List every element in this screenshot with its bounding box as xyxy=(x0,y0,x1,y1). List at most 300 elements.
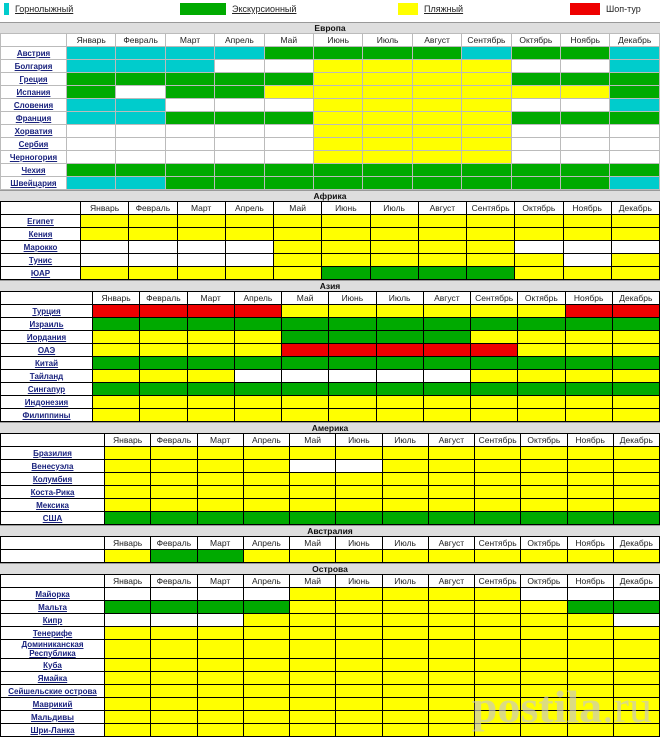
season-cell xyxy=(105,711,151,724)
season-cell xyxy=(467,228,515,241)
season-cell xyxy=(567,601,613,614)
table-row xyxy=(1,112,660,125)
country-name[interactable]: ЮАР xyxy=(1,267,81,280)
season-cell xyxy=(423,331,470,344)
country-name[interactable]: Мальта xyxy=(1,601,105,614)
country-name[interactable]: Греция xyxy=(1,73,67,86)
month-header: Декабрь xyxy=(612,292,659,305)
season-cell xyxy=(314,177,363,190)
country-name[interactable]: Австрия xyxy=(1,47,67,60)
country-name[interactable]: Сингапур xyxy=(1,383,93,396)
season-cell xyxy=(187,370,234,383)
season-cell xyxy=(363,177,412,190)
legend-label-excursion: Экскурсионный xyxy=(232,4,297,14)
season-cell xyxy=(610,177,660,190)
country-name[interactable] xyxy=(1,550,105,563)
header-corner xyxy=(1,202,81,215)
season-cell xyxy=(282,409,329,422)
country-name[interactable]: Болгария xyxy=(1,60,67,73)
season-cell xyxy=(81,254,129,267)
country-name[interactable]: Словения xyxy=(1,99,67,112)
month-header: Апрель xyxy=(243,434,289,447)
season-cell xyxy=(290,698,336,711)
month-header: Ноябрь xyxy=(567,537,613,550)
season-cell xyxy=(140,370,187,383)
month-header: Август xyxy=(428,537,474,550)
season-cell xyxy=(177,228,225,241)
season-cell xyxy=(423,383,470,396)
country-name[interactable]: Колумбия xyxy=(1,473,105,486)
season-cell xyxy=(370,267,418,280)
season-cell xyxy=(613,698,659,711)
season-cell xyxy=(81,228,129,241)
season-cell xyxy=(412,99,461,112)
season-cell xyxy=(567,550,613,563)
season-cell xyxy=(67,73,116,86)
legend-item-ski xyxy=(4,3,73,15)
season-cell xyxy=(475,499,521,512)
season-cell xyxy=(511,177,560,190)
season-cell xyxy=(412,125,461,138)
month-header: Июль xyxy=(382,434,428,447)
season-cell xyxy=(475,614,521,627)
season-cell xyxy=(610,125,660,138)
season-cell xyxy=(140,344,187,357)
season-cell xyxy=(243,659,289,672)
season-cell xyxy=(613,640,659,659)
season-cell xyxy=(225,254,273,267)
season-cell xyxy=(475,512,521,525)
season-cell xyxy=(612,318,659,331)
season-cell xyxy=(518,370,565,383)
table-row xyxy=(1,672,660,685)
watermark-part2: .ru xyxy=(602,681,652,732)
season-cell xyxy=(116,60,165,73)
season-cell xyxy=(363,86,412,99)
season-cell xyxy=(264,47,313,60)
legend-item-shop xyxy=(570,3,641,15)
season-cell xyxy=(613,627,659,640)
country-name[interactable]: Хорватия xyxy=(1,125,67,138)
country-name[interactable]: Тайланд xyxy=(1,370,93,383)
season-cell xyxy=(151,512,197,525)
season-cell xyxy=(165,47,214,60)
season-cell xyxy=(165,138,214,151)
season-cell xyxy=(423,344,470,357)
country-name[interactable]: Маврикий xyxy=(1,698,105,711)
season-cell xyxy=(187,396,234,409)
season-cell xyxy=(215,60,264,73)
month-header: Май xyxy=(264,34,313,47)
region-title: Острова xyxy=(0,563,660,574)
country-name[interactable]: Мексика xyxy=(1,499,105,512)
country-name[interactable]: Мальдивы xyxy=(1,711,105,724)
season-cell xyxy=(561,112,610,125)
season-cell xyxy=(428,550,474,563)
season-cell xyxy=(243,512,289,525)
season-cell xyxy=(418,215,466,228)
season-cell xyxy=(105,460,151,473)
region-section xyxy=(0,525,660,563)
season-cell xyxy=(234,370,281,383)
month-header: Июнь xyxy=(336,575,382,588)
season-cell xyxy=(67,47,116,60)
season-cell xyxy=(187,318,234,331)
season-cell xyxy=(105,512,151,525)
season-cell xyxy=(613,588,659,601)
season-cell xyxy=(511,60,560,73)
season-cell xyxy=(314,86,363,99)
season-cell xyxy=(613,711,659,724)
season-cell xyxy=(363,164,412,177)
table-row xyxy=(1,215,660,228)
table-row xyxy=(1,267,660,280)
season-cell xyxy=(370,215,418,228)
season-cell xyxy=(225,241,273,254)
season-cell xyxy=(563,254,611,267)
season-cell xyxy=(567,512,613,525)
season-cell xyxy=(475,659,521,672)
legend-swatch-ski xyxy=(4,3,9,15)
season-cell xyxy=(428,601,474,614)
season-cell xyxy=(234,409,281,422)
region-table xyxy=(0,574,660,737)
season-cell xyxy=(611,228,659,241)
season-cell xyxy=(234,383,281,396)
season-cell xyxy=(515,241,563,254)
region-table xyxy=(0,291,660,422)
season-cell xyxy=(197,659,243,672)
season-cell xyxy=(290,627,336,640)
season-cell xyxy=(613,486,659,499)
season-cell xyxy=(67,164,116,177)
season-cell xyxy=(129,267,177,280)
season-cell xyxy=(197,588,243,601)
watermark-part1: postila xyxy=(471,681,603,732)
season-cell xyxy=(567,659,613,672)
season-cell xyxy=(243,447,289,460)
month-header: Декабрь xyxy=(613,575,659,588)
season-cell xyxy=(197,460,243,473)
season-cell xyxy=(521,614,567,627)
season-cell xyxy=(423,318,470,331)
season-cell xyxy=(187,331,234,344)
season-cell xyxy=(428,659,474,672)
season-cell xyxy=(274,254,322,267)
country-name[interactable]: Тенерифе xyxy=(1,627,105,640)
season-cell xyxy=(116,73,165,86)
season-cell xyxy=(336,486,382,499)
country-name[interactable]: Испания xyxy=(1,86,67,99)
season-cell xyxy=(382,460,428,473)
season-cell xyxy=(165,99,214,112)
country-name[interactable]: ОАЭ xyxy=(1,344,93,357)
season-cell xyxy=(264,151,313,164)
season-cell xyxy=(613,672,659,685)
table-row xyxy=(1,659,660,672)
season-cell xyxy=(140,409,187,422)
season-cell xyxy=(165,112,214,125)
season-cell xyxy=(129,254,177,267)
season-cell xyxy=(363,112,412,125)
season-cell xyxy=(314,99,363,112)
country-name[interactable]: Индонезия xyxy=(1,396,93,409)
season-cell xyxy=(613,512,659,525)
season-cell xyxy=(336,512,382,525)
month-header: Май xyxy=(282,292,329,305)
season-cell xyxy=(105,614,151,627)
season-cell xyxy=(329,396,376,409)
season-cell xyxy=(475,550,521,563)
season-cell xyxy=(610,112,660,125)
season-cell xyxy=(151,614,197,627)
season-cell xyxy=(382,724,428,737)
month-header: Октябрь xyxy=(518,292,565,305)
season-cell xyxy=(105,672,151,685)
season-cell xyxy=(382,473,428,486)
season-cell xyxy=(612,331,659,344)
country-name[interactable]: Венесуэла xyxy=(1,460,105,473)
season-cell xyxy=(105,724,151,737)
country-name[interactable]: Марокко xyxy=(1,241,81,254)
season-cell xyxy=(67,112,116,125)
month-header: Март xyxy=(165,34,214,47)
season-cell xyxy=(518,331,565,344)
region-title: Европа xyxy=(0,22,660,33)
country-name[interactable]: Франция xyxy=(1,112,67,125)
country-name[interactable]: Шри-Ланка xyxy=(1,724,105,737)
season-cell xyxy=(382,499,428,512)
season-cell xyxy=(610,86,660,99)
season-cell xyxy=(370,241,418,254)
season-cell xyxy=(612,305,659,318)
season-cell xyxy=(612,409,659,422)
season-cell xyxy=(336,447,382,460)
table-row xyxy=(1,473,660,486)
season-cell xyxy=(412,86,461,99)
region-table xyxy=(0,33,660,190)
season-cell xyxy=(613,659,659,672)
season-cell xyxy=(363,138,412,151)
season-cell xyxy=(314,73,363,86)
country-name[interactable]: Бразилия xyxy=(1,447,105,460)
season-cell xyxy=(462,73,511,86)
country-name[interactable]: Черногория xyxy=(1,151,67,164)
country-name[interactable]: Иордания xyxy=(1,331,93,344)
season-cell xyxy=(243,499,289,512)
season-cell xyxy=(565,305,612,318)
season-cell xyxy=(363,60,412,73)
month-header: Октябрь xyxy=(515,202,563,215)
season-cell xyxy=(518,383,565,396)
country-name[interactable]: Тунис xyxy=(1,254,81,267)
season-cell xyxy=(314,164,363,177)
country-name[interactable]: Ямайка xyxy=(1,672,105,685)
season-cell xyxy=(567,672,613,685)
season-cell xyxy=(336,640,382,659)
season-cell xyxy=(428,711,474,724)
month-header: Июнь xyxy=(329,292,376,305)
season-cell xyxy=(565,331,612,344)
season-cell xyxy=(467,241,515,254)
season-cell xyxy=(215,164,264,177)
country-name[interactable]: США xyxy=(1,512,105,525)
season-cell xyxy=(151,685,197,698)
season-cell xyxy=(518,396,565,409)
season-cell xyxy=(234,305,281,318)
season-cell xyxy=(197,724,243,737)
season-cell xyxy=(462,164,511,177)
country-name[interactable]: Кипр xyxy=(1,614,105,627)
month-header: Ноябрь xyxy=(561,34,610,47)
season-cell xyxy=(613,614,659,627)
season-cell xyxy=(105,698,151,711)
season-cell xyxy=(290,614,336,627)
table-row xyxy=(1,47,660,60)
season-cell xyxy=(475,685,521,698)
country-name[interactable]: Сейшельские острова xyxy=(1,685,105,698)
month-header: Ноябрь xyxy=(565,292,612,305)
month-header: Май xyxy=(290,434,336,447)
season-cell xyxy=(93,305,140,318)
month-header: Июль xyxy=(363,34,412,47)
season-cell xyxy=(376,344,423,357)
season-cell xyxy=(336,473,382,486)
country-name[interactable]: Китай xyxy=(1,357,93,370)
season-cell xyxy=(151,659,197,672)
season-cell xyxy=(282,331,329,344)
season-cell xyxy=(290,447,336,460)
season-cell xyxy=(511,112,560,125)
season-cell xyxy=(471,396,518,409)
season-cell xyxy=(215,138,264,151)
month-header: Февраль xyxy=(151,575,197,588)
season-cell xyxy=(151,672,197,685)
season-cell xyxy=(521,640,567,659)
season-cell xyxy=(610,60,660,73)
season-cell xyxy=(197,473,243,486)
table-row xyxy=(1,344,660,357)
season-cell xyxy=(336,614,382,627)
table-row xyxy=(1,550,660,563)
country-name[interactable]: Израиль xyxy=(1,318,93,331)
region-section xyxy=(0,422,660,525)
season-cell xyxy=(290,685,336,698)
season-cell xyxy=(412,177,461,190)
season-cell xyxy=(518,305,565,318)
month-header: Август xyxy=(428,575,474,588)
season-cell xyxy=(290,724,336,737)
season-cell xyxy=(177,241,225,254)
country-name[interactable]: Майорка xyxy=(1,588,105,601)
country-name[interactable]: Сербия xyxy=(1,138,67,151)
season-cell xyxy=(382,588,428,601)
season-cell xyxy=(140,383,187,396)
season-cell xyxy=(518,357,565,370)
season-cell xyxy=(215,125,264,138)
season-cell xyxy=(140,305,187,318)
season-cell xyxy=(187,357,234,370)
month-header: Июль xyxy=(382,537,428,550)
month-header: Сентябрь xyxy=(462,34,511,47)
season-cell xyxy=(264,99,313,112)
country-name[interactable]: Кения xyxy=(1,228,81,241)
season-cell xyxy=(428,627,474,640)
season-cell xyxy=(376,357,423,370)
season-cell xyxy=(428,512,474,525)
season-cell xyxy=(521,659,567,672)
season-cell xyxy=(197,711,243,724)
season-cell xyxy=(151,627,197,640)
season-cell xyxy=(515,254,563,267)
season-cell xyxy=(197,486,243,499)
season-cell xyxy=(382,486,428,499)
country-name[interactable]: Швейцария xyxy=(1,177,67,190)
region-title: Америка xyxy=(0,422,660,433)
season-cell xyxy=(612,383,659,396)
season-cell xyxy=(105,659,151,672)
month-header: Июль xyxy=(382,575,428,588)
season-cell xyxy=(567,447,613,460)
season-cell xyxy=(329,305,376,318)
season-cell xyxy=(67,99,116,112)
table-row xyxy=(1,685,660,698)
season-cell xyxy=(225,215,273,228)
season-cell xyxy=(567,685,613,698)
table-row xyxy=(1,331,660,344)
season-cell xyxy=(116,47,165,60)
country-name[interactable]: Куба xyxy=(1,659,105,672)
season-cell xyxy=(140,331,187,344)
season-cell xyxy=(563,228,611,241)
season-cell xyxy=(471,305,518,318)
season-cell xyxy=(151,640,197,659)
month-header-row xyxy=(1,292,660,305)
season-cell xyxy=(197,698,243,711)
season-cell xyxy=(613,685,659,698)
country-name[interactable]: Чехия xyxy=(1,164,67,177)
region-title: Азия xyxy=(0,280,660,291)
season-cell xyxy=(329,409,376,422)
table-row xyxy=(1,241,660,254)
season-cell xyxy=(462,86,511,99)
season-cell xyxy=(412,60,461,73)
season-cell xyxy=(423,396,470,409)
season-cell xyxy=(93,370,140,383)
season-cell xyxy=(234,331,281,344)
season-cell xyxy=(565,357,612,370)
season-cell xyxy=(412,112,461,125)
season-cell xyxy=(475,460,521,473)
country-name[interactable]: Египет xyxy=(1,215,81,228)
country-name[interactable]: Доминиканская Республика xyxy=(1,640,105,659)
month-header: Сентябрь xyxy=(475,537,521,550)
table-row xyxy=(1,724,660,737)
season-cell xyxy=(370,254,418,267)
country-name[interactable]: Филиппины xyxy=(1,409,93,422)
month-header: Май xyxy=(290,575,336,588)
country-name[interactable]: Турция xyxy=(1,305,93,318)
legend-item-beach xyxy=(398,3,463,15)
region-section xyxy=(0,280,660,422)
country-name[interactable]: Коста-Рика xyxy=(1,486,105,499)
header-corner xyxy=(1,34,67,47)
header-corner xyxy=(1,575,105,588)
season-cell xyxy=(264,125,313,138)
season-cell xyxy=(563,215,611,228)
season-cell xyxy=(467,215,515,228)
legend-swatch-shop xyxy=(570,3,600,15)
